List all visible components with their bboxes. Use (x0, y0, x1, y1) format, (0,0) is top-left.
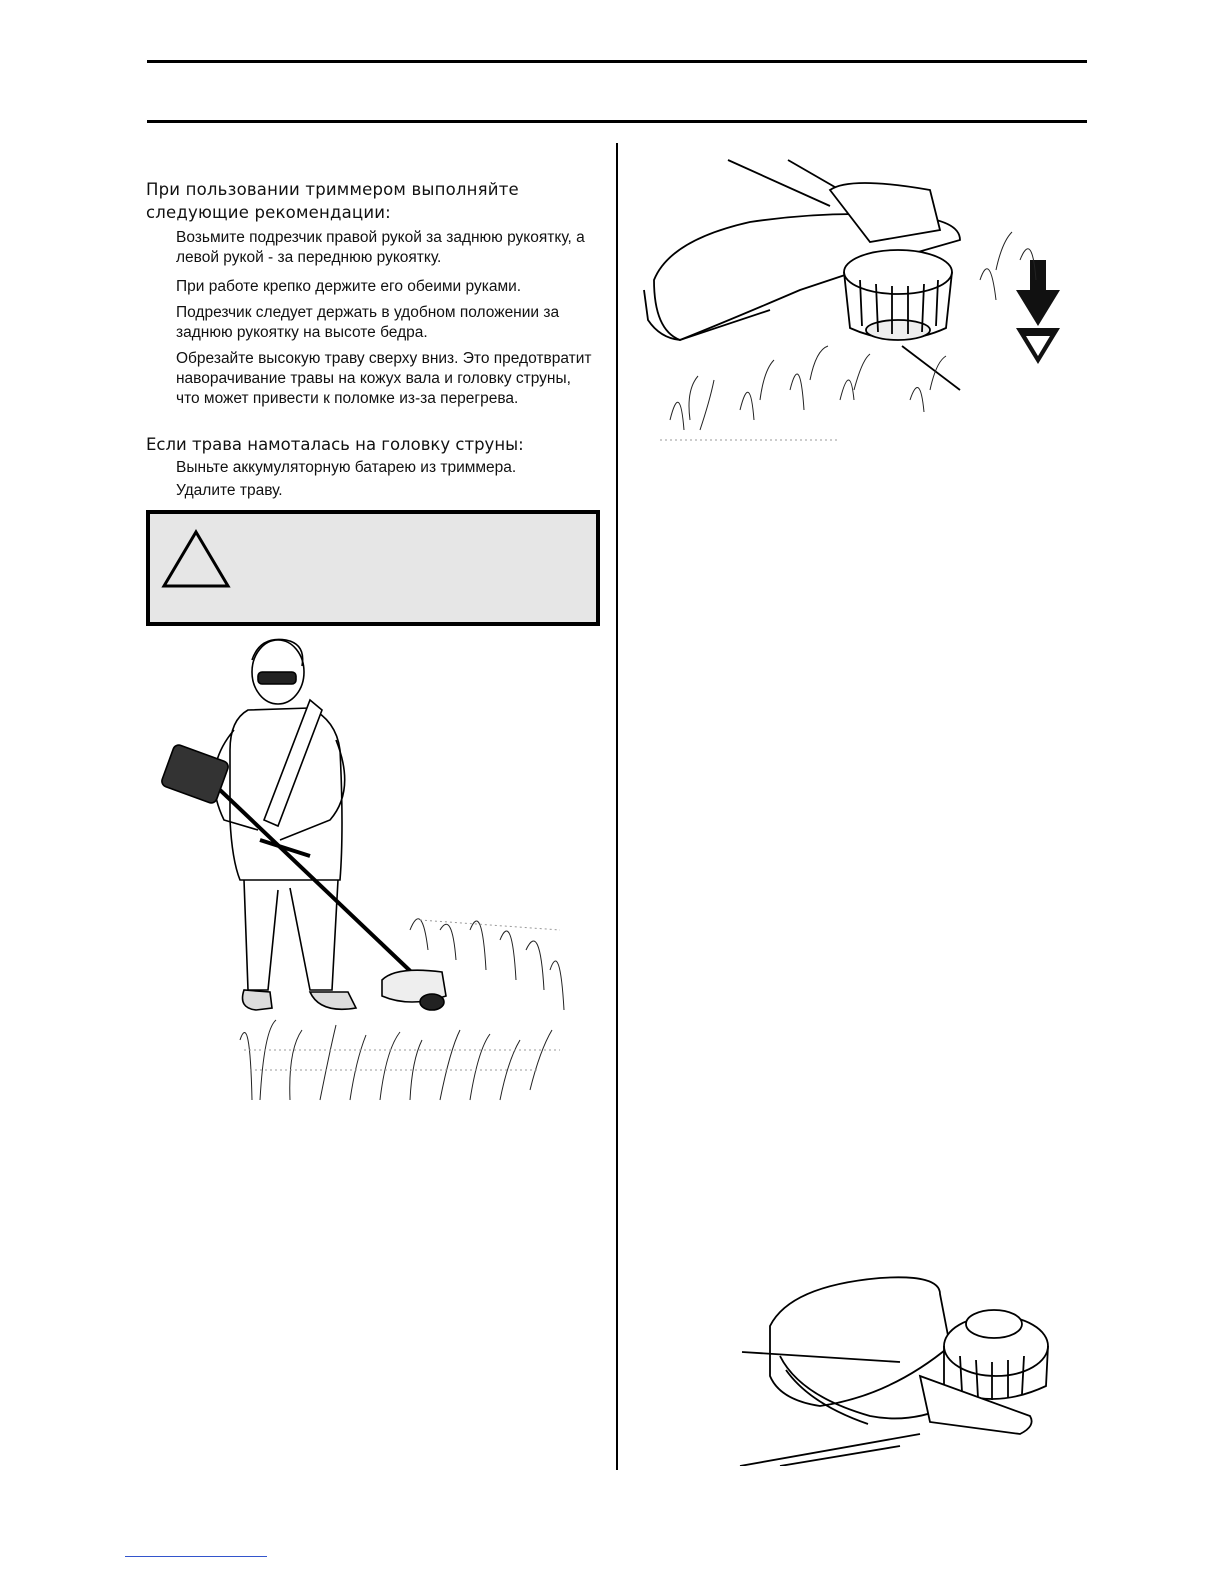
intro-paragraph: При пользовании триммером выполняйте следующие рекомендации: (146, 180, 519, 222)
step-grip: Возьмите подрезчик правой рукой за заднюю рукоятку, а левой рукой - за переднюю рукоятку. (176, 229, 585, 266)
tangled-step-remove: Удалите траву. (176, 482, 283, 499)
header-rule-top (147, 60, 1087, 63)
column-divider (616, 143, 618, 1470)
tangled-step-battery: Выньте аккумуляторную батарею из триммера. (176, 459, 517, 476)
tangled-heading: Если трава намоталась на головку струны: (146, 435, 524, 454)
step-position: Подрезчик следует держать в удобном положении за заднюю рукоятку на высоте бедра. (176, 304, 560, 341)
cutting-head-illustration (640, 150, 1080, 450)
step-cut-top-down: Обрезайте высокую траву сверху вниз. Это предотвратит наворачивание травы на кожух вала и головку струны, что может привести к поломке из-за перегрева. (176, 350, 592, 407)
header-rule-bottom (147, 120, 1087, 123)
footer-link-underline (125, 1556, 267, 1557)
trimmer-operator-illustration (160, 630, 580, 1130)
step-hold: При работе крепко держите его обеими руками. (176, 278, 522, 295)
warning-box (146, 510, 600, 626)
warning-triangle-icon (160, 528, 232, 590)
guard-illustration (700, 1266, 1060, 1466)
